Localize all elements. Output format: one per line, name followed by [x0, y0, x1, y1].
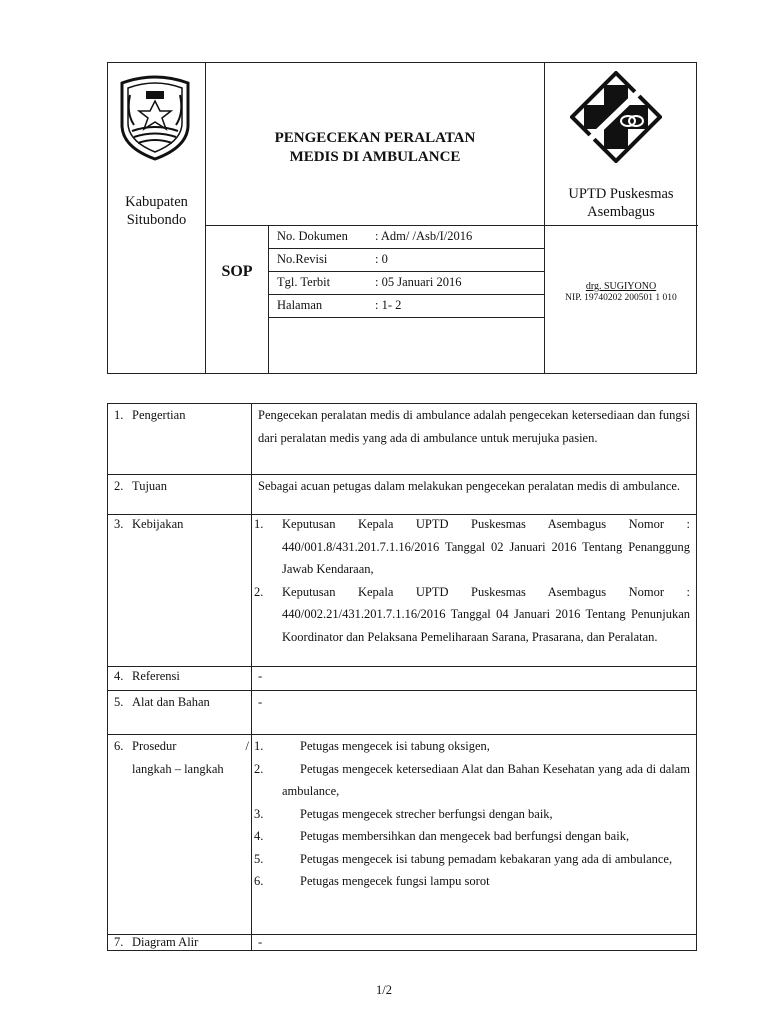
text-alat-bahan: -: [258, 695, 263, 709]
sop-content-table: [107, 403, 697, 951]
divider: [251, 404, 252, 950]
regency-emblem-icon: [116, 73, 194, 161]
list-item: 3. Petugas mengecek strecher berfungsi dengan baik,: [254, 806, 553, 821]
list-item: 2. Keputusan Kepala UPTD Puskesmas Asembagus Nomor : 440/002.21/431.201.7.1.16/2016 Tanggal 04 Januari 2016 Tentang Penunjukan Koordinator dan Pelaksana Pemeliharaan Sarana, Prasarana, dan Peralatan.: [254, 584, 690, 644]
label-prosedur: 6. Prosedur / langkah – langkah: [114, 739, 249, 776]
sop-label: SOP: [221, 263, 253, 280]
text-pengertian: Pengecekan peralatan medis di ambulance adalah pengecekan ketersediaan dan fungsi dari peralatan medis yang ada di ambulance untuk merujuka pasien.: [258, 408, 690, 445]
label-kebijakan: 3. Kebijakan: [114, 517, 184, 531]
organization-name: UPTD Puskesmas Asembagus: [568, 186, 674, 220]
list-item: 5. Petugas mengecek isi tabung pemadam kebakaran yang ada di ambulance,: [254, 851, 673, 866]
list-item: 6. Petugas mengecek fungsi lampu sorot: [254, 874, 490, 888]
divider: [205, 225, 698, 226]
signatory-nip: NIP. 19740202 200501 1 010: [565, 293, 677, 303]
divider: [268, 294, 544, 295]
label-referensi: 4. Referensi: [114, 669, 180, 683]
label-tujuan: 2. Tujuan: [114, 479, 167, 493]
divider: [205, 63, 206, 373]
text-diagram-alir: -: [258, 935, 263, 949]
regency-name: Kabupaten Situbondo: [125, 194, 188, 228]
page-number: 1/2: [376, 983, 392, 997]
divider: [268, 271, 544, 272]
puskesmas-logo-icon: [570, 71, 662, 163]
list-item: 2. Petugas mengecek ketersediaan Alat dan Bahan Kesehatan yang ada di dalam ambulance,: [254, 761, 690, 798]
label-pengertian: 1. Pengertian: [114, 408, 186, 422]
document-title: PENGECEKAN PERALATAN MEDIS DI AMBULANCE: [274, 130, 476, 165]
signatory-name: drg. SUGIYONO: [585, 281, 657, 292]
text-referensi: -: [258, 669, 263, 683]
list-item: 1. Petugas mengecek isi tabung oksigen,: [254, 739, 490, 753]
list-item: 4. Petugas membersihkan dan mengecek bad berfungsi dengan baik,: [254, 829, 630, 843]
label-diagram-alir: 7. Diagram Alir: [114, 935, 199, 949]
divider: [268, 317, 544, 318]
list-item: 1. Keputusan Kepala UPTD Puskesmas Asembagus Nomor : 440/001.8/431.201.7.1.16/2016 Tanggal 02 Januari 2016 Tentang Penanggung Jawab Kendaraan,: [254, 517, 690, 576]
divider: [268, 248, 544, 249]
list-prosedur: [254, 735, 690, 893]
list-kebijakan: [254, 513, 690, 648]
sop-header: Kabupaten Situbondo PENGECEKAN PERALATAN MEDIS DI AMBULANCE UPTD Puskesmas Asembagus SOP No. Dokumen : Adm/ /Asb/I/2016 No.Revisi : 0 Tgl. Terbit : 05 Januari 2016 Halaman : 1- 2 drg. SUGIYONO NIP. 19740202 200501 1 010: [107, 62, 697, 374]
label-alat-bahan: 5. Alat dan Bahan: [114, 695, 210, 709]
text-tujuan: Sebagai acuan petugas dalam melakukan pengecekan peralatan medis di ambulance.: [258, 479, 681, 493]
